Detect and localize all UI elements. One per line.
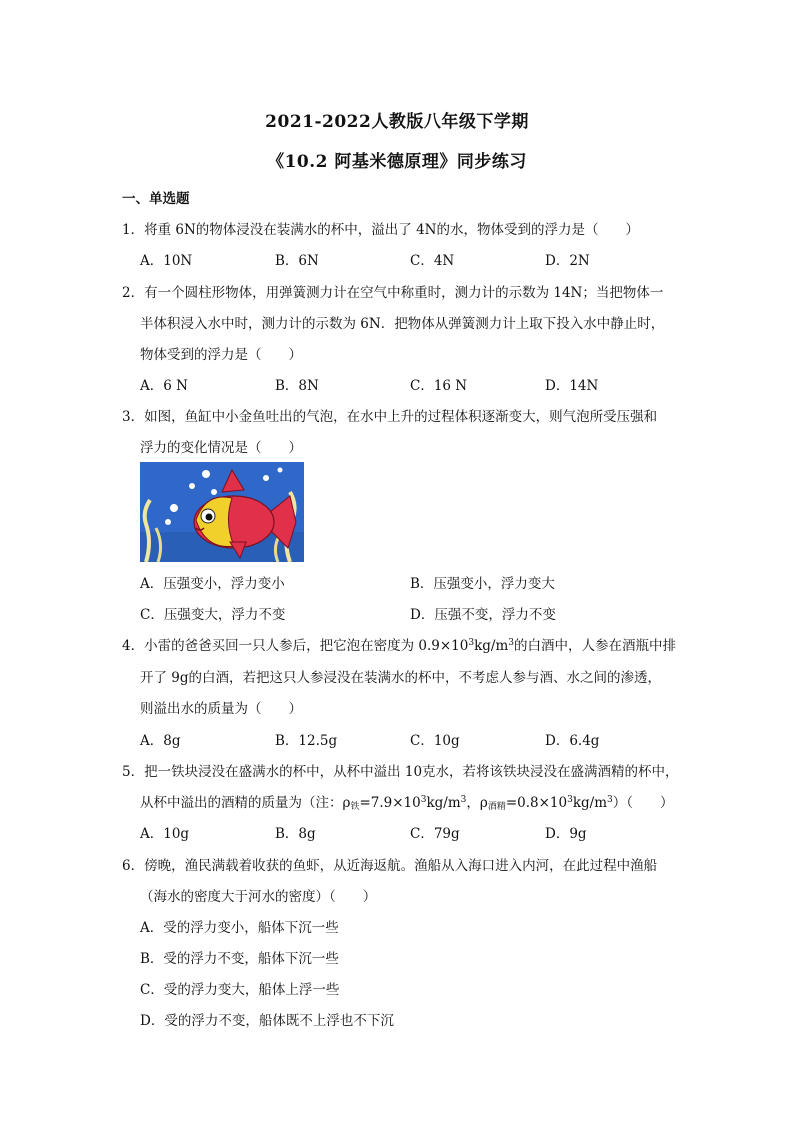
q5-option-a: A．10g: [140, 826, 190, 842]
q2-option-b: B．8N: [275, 378, 319, 394]
q3-option-b: B．压强变小，浮力变大: [410, 576, 555, 592]
q3-option-a: A．压强变小，浮力变小: [140, 576, 285, 592]
question-2-line-1: 2．有一个圆柱形物体，用弹簧测力计在空气中称重时，测力计的示数为 14N；当把物体一: [122, 285, 664, 301]
q6-option-a: A．受的浮力变小，船体下沉一些: [140, 920, 339, 936]
q6-option-c: C．受的浮力变大，船体上浮一些: [140, 982, 340, 998]
question-2-line-2: 半体积浸入水中时，测力计的示数为 6N．把物体从弹簧测力计上取下投入水中静止时，: [140, 316, 665, 332]
q6-option-d: D．受的浮力不变，船体既不上浮也不下沉: [140, 1013, 394, 1029]
q1-option-c: C．4N: [410, 253, 455, 269]
q1-option-b: B．6N: [275, 253, 319, 269]
q4-option-c: C．10g: [410, 733, 460, 749]
q2-option-a: A．6 N: [140, 378, 188, 394]
question-6-line-2: （海水的密度大于河水的密度）（ ）: [140, 889, 377, 905]
question-4-line-2: 开了 9g的白酒，若把这只人参浸没在装满水的杯中，不考虑人参与酒、水之间的渗透，: [140, 670, 662, 686]
question-4-line-1: 4．小雷的爸爸买回一只人参后，把它泡在密度为 $0.9\times 10^3kg/m^3$的白酒中，人参在酒瓶中排: [122, 638, 676, 654]
question-1-text: 1．将重 6N的物体浸没在装满水的杯中，溢出了 4N的水，物体受到的浮力是（ ）: [122, 222, 639, 238]
question-6-line-1: 6．傍晚，渔民满载着收获的鱼虾，从近海返航。渔船从入海口进入内河，在此过程中渔船: [122, 858, 658, 874]
q5-option-b: B．8g: [275, 826, 316, 842]
question-2-options: [140, 374, 680, 394]
question-5-line-2: 从杯中溢出的酒精的质量为（注：$\rho_铁=7.9\times 10^3kg/m^3$，$\rho_{酒精}=0.8\times 10^3kg/m^3$）（ ）: [140, 795, 674, 812]
q4-option-d: D．6.4g: [545, 733, 600, 749]
question-3-options-row-2: [140, 603, 680, 623]
goldfish-illustration: [140, 462, 304, 562]
question-3-options-row-1: [140, 572, 680, 592]
q5-option-d: D．9g: [545, 826, 587, 842]
q2-option-c: C．16 N: [410, 378, 468, 394]
q3-option-c: C．压强变大，浮力不变: [140, 607, 286, 623]
question-3-line-2: 浮力的变化情况是（ ）: [140, 440, 302, 456]
section-heading: 一、单选题: [122, 191, 190, 207]
q4-option-b: B．12.5g: [275, 733, 338, 749]
q1-option-a: A．10N: [140, 253, 193, 269]
q5-option-c: C．79g: [410, 826, 460, 842]
document-title-line1: 2021-2022人教版八年级下学期: [265, 112, 529, 132]
q2-option-d: D．14N: [545, 378, 599, 394]
q4-option-a: A．8g: [140, 733, 181, 749]
question-4-line-3: 则溢出水的质量为（ ）: [140, 701, 302, 717]
question-4-options: [140, 729, 680, 749]
question-5-line-1: 5．把一铁块浸没在盛满水的杯中，从杯中溢出 10克水，若将该铁块浸没在盛满酒精的杯中，: [122, 764, 679, 780]
document-title-line2: 《10.2 阿基米德原理》同步练习: [267, 152, 527, 172]
q6-option-b: B．受的浮力不变，船体下沉一些: [140, 951, 339, 967]
q3-option-d: D．压强不变，浮力不变: [410, 607, 556, 623]
question-2-line-3: 物体受到的浮力是（ ）: [140, 347, 302, 363]
question-3-line-1: 3．如图，鱼缸中小金鱼吐出的气泡，在水中上升的过程体积逐渐变大，则气泡所受压强和: [122, 409, 658, 425]
question-1-options: [140, 249, 680, 269]
q1-option-d: D．2N: [545, 253, 590, 269]
question-5-options: [140, 822, 680, 842]
